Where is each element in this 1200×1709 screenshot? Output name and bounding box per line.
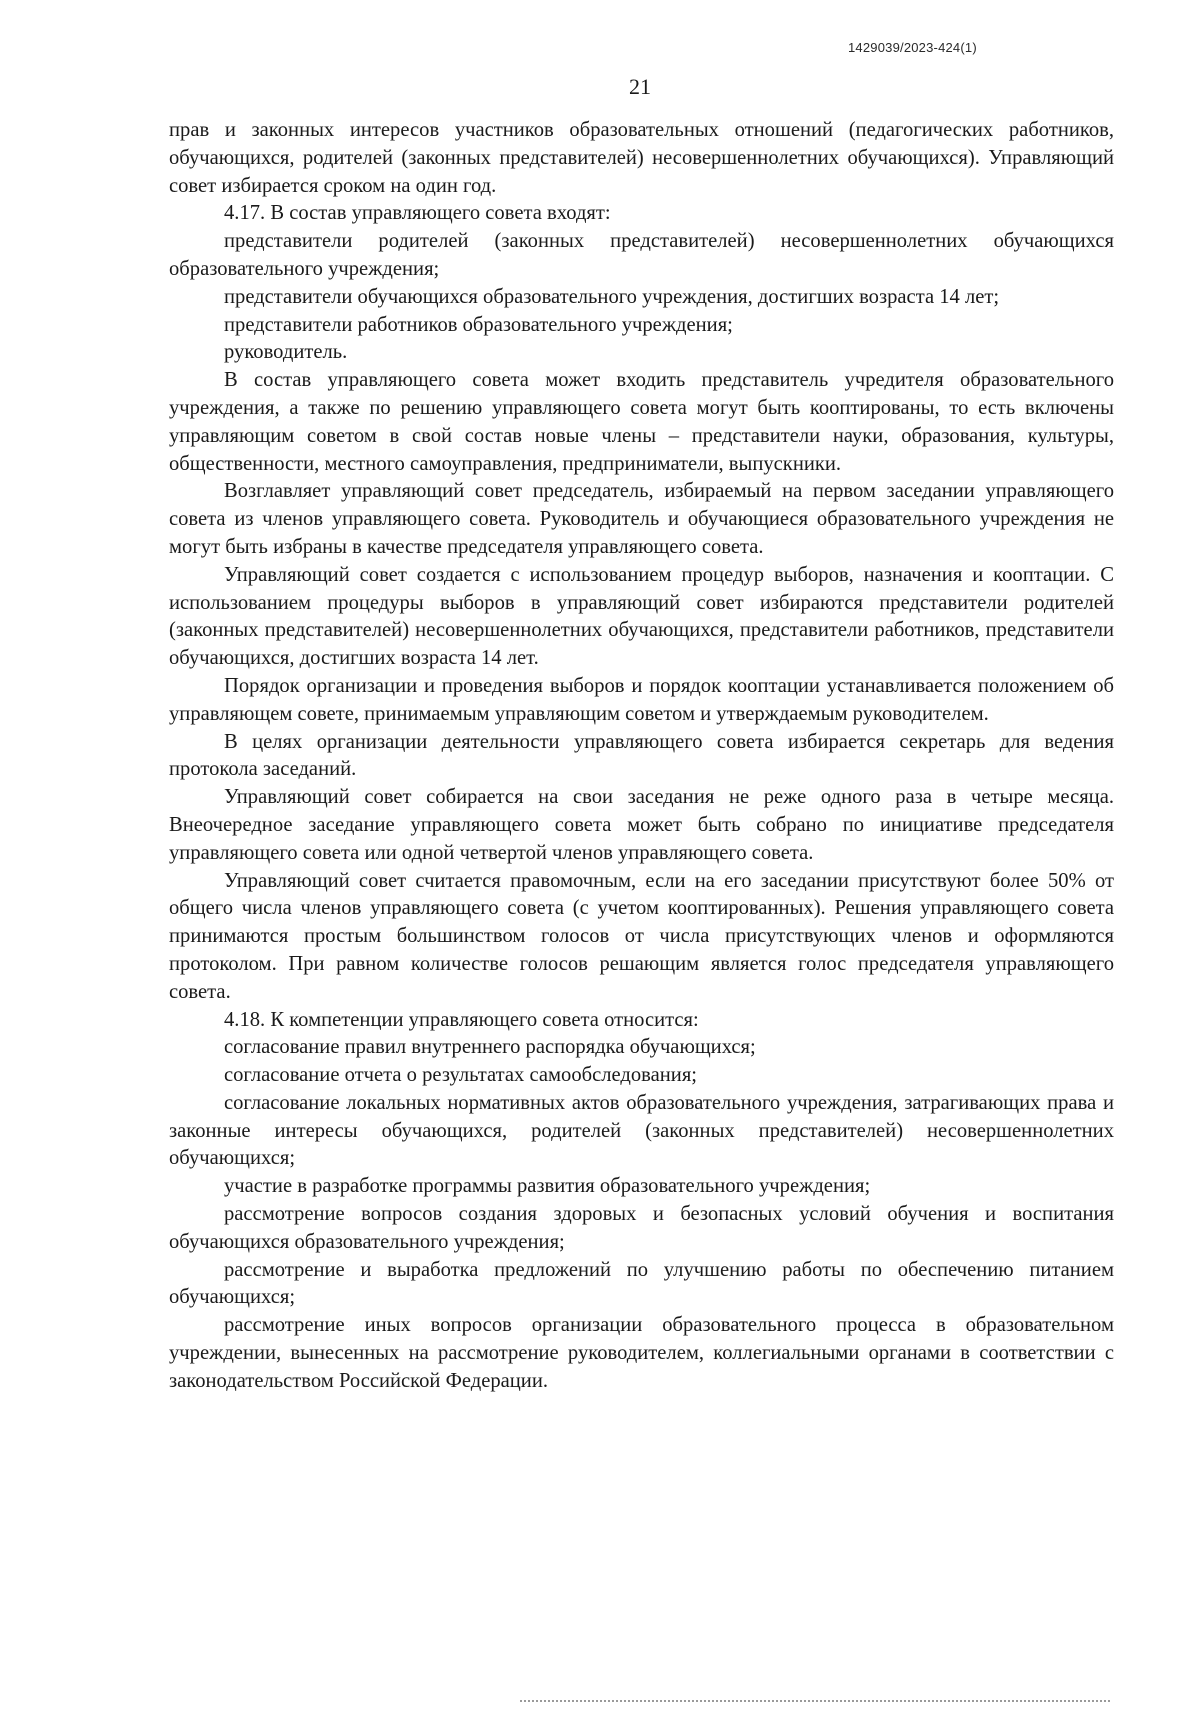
page-number: 21 [629,74,651,99]
footer-divider [520,1700,1110,1702]
list-item: представители работников образовательного учреждения; [224,313,733,336]
section-heading-4-17: 4.17. В состав управляющего совета входят: [224,202,611,225]
list-item: представители обучающихся образовательного учреждения, достигших возраста 14 лет; [224,285,1000,308]
list-item: согласование правил внутреннего распорядка обучающихся; [224,1036,756,1059]
paragraph: Возглавляет управляющий совет председатель, избираемый на первом заседании управляющего совета из членов управляющего совета. Руководитель и обучающиеся образовательного учреждения не могут быть избраны в качестве председателя управляющего совета. [169,480,1114,558]
document-registration-number: 1429039/2023-424(1) [848,40,977,55]
paragraph: В состав управляющего совета может входить представитель учредителя образовательного учреждения, а также по решению управляющего совета могут быть кооптированы, то есть включены управляющим советом в свой состав новые члены – представители науки, образования, культуры, общественности, местного самоуправления, предприниматели, выпускники. [169,369,1114,475]
list-item: согласование локальных нормативных актов образовательного учреждения, затрагивающих права и законные интересы обучающихся, родителей (законных представителей) несовершеннолетних обучающихся; [169,1091,1114,1170]
list-item: руководитель. [224,341,348,364]
list-item: согласование отчета о результатах самообследования; [224,1064,698,1087]
list-item: представители родителей (законных представителей) несовершеннолетних обучающихся образовательного учреждения; [169,230,1114,280]
paragraph: Порядок организации и проведения выборов и порядок кооптации устанавливается положением об управляющем совете, принимаемым управляющим советом и утверждаемым руководителем. [169,674,1114,725]
paragraph: Управляющий совет считается правомочным, если на его заседании присутствуют более 50% от общего числа членов управляющего совета (с учетом кооптированных). Решения управляющего совета принимаются простым большинством голосов от числа присутствующих членов и оформляются протоколом. При равном количестве голосов решающим является голос председателя управляющего совета. [169,869,1114,1003]
list-item: участие в разработке программы развития образовательного учреждения; [224,1175,871,1198]
list-item: рассмотрение иных вопросов организации образовательного процесса в образовательном учреждении, вынесенных на рассмотрение руководителем, коллегиальными органами в соответствии с законодательством Российской Федерации. [169,1314,1114,1392]
section-heading-4-18: 4.18. К компетенции управляющего совета относится: [224,1008,699,1031]
paragraph: В целях организации деятельности управляющего совета избирается секретарь для ведения протокола заседаний. [169,730,1114,781]
paragraph-continuation: прав и законных интересов участников образовательных отношений (педагогических работников, обучающихся, родителей (законных представителей) несовершеннолетних обучающихся). Управляющий совет избирается сроком на один год. [169,119,1114,197]
paragraph: Управляющий совет собирается на свои заседания не реже одного раза в четыре месяца. Внеочередное заседание управляющего совета может быть собрано по инициативе председателя управляющего совета или одной четвертой членов управляющего совета. [169,786,1114,864]
list-item: рассмотрение и выработка предложений по улучшению работы по обеспечению питанием обучающихся; [169,1258,1114,1309]
paragraph: Управляющий совет создается с использованием процедур выборов, назначения и кооптации. С использованием процедуры выборов в управляющий совет избираются представители родителей (законных представителей) несовершеннолетних обучающихся, представители работников, представители обучающихся, достигших возраста 14 лет. [169,563,1114,670]
document-body [169,117,1114,1396]
list-item: рассмотрение вопросов создания здоровых и безопасных условий обучения и воспитания обучающихся образовательного учреждения; [169,1203,1114,1253]
